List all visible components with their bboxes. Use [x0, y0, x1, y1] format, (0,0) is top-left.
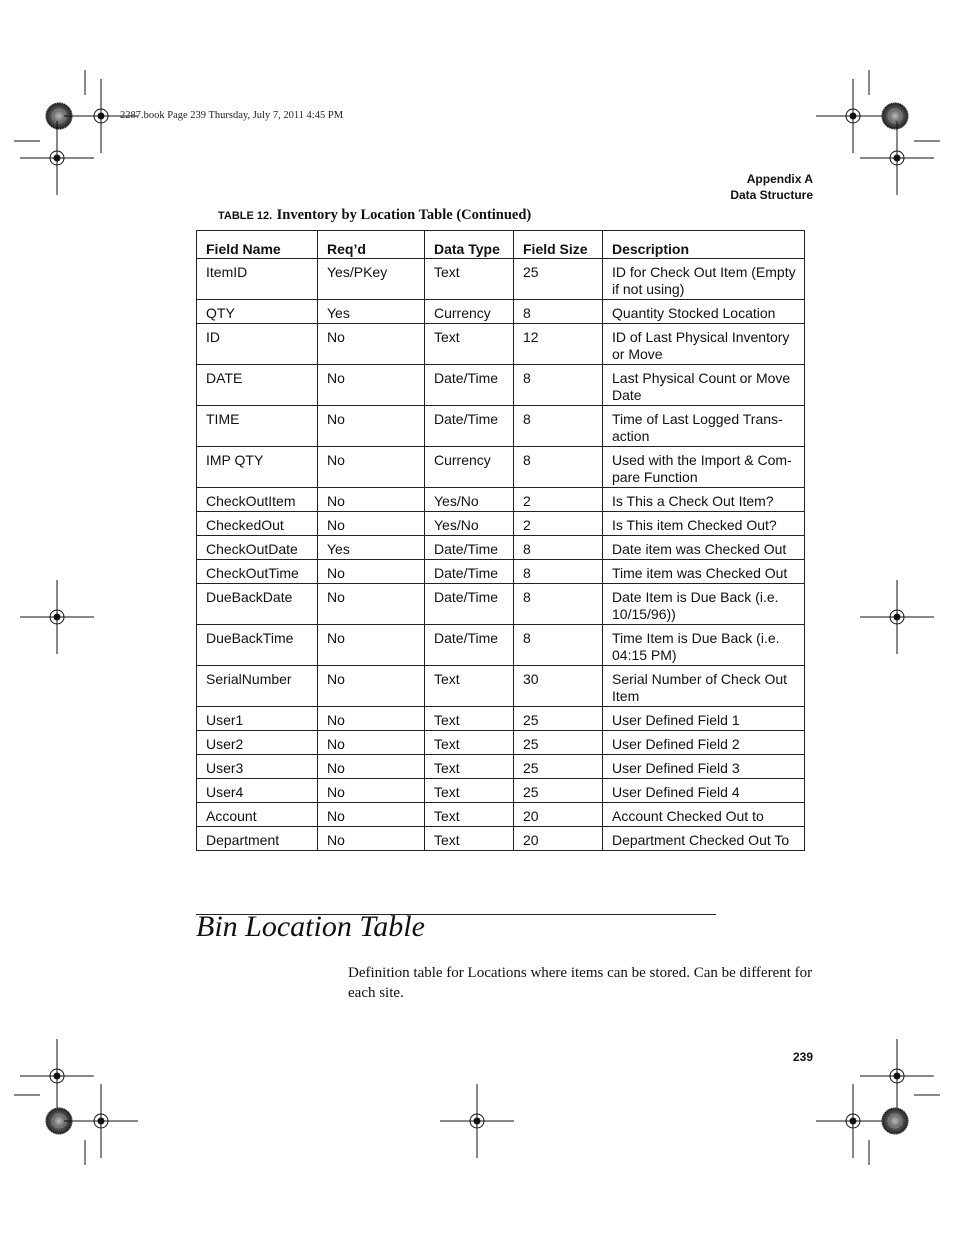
- cell-required: No: [318, 365, 425, 406]
- cell-field-size: 8: [514, 625, 603, 666]
- cell-description: Used with the Import & Com-pare Function: [603, 447, 805, 488]
- inventory-location-table: [196, 230, 805, 851]
- cell-data-type: Text: [425, 779, 514, 803]
- cell-data-type: Text: [425, 755, 514, 779]
- cell-data-type: Text: [425, 259, 514, 300]
- cell-field-name: ID: [197, 324, 318, 365]
- table-row: [197, 803, 805, 827]
- cell-field-name: IMP QTY: [197, 447, 318, 488]
- cell-field-size: 25: [514, 731, 603, 755]
- cell-field-size: 25: [514, 707, 603, 731]
- column-header: Field Name: [197, 231, 318, 259]
- cell-data-type: Text: [425, 666, 514, 707]
- running-head-section: Data Structure: [730, 188, 813, 202]
- cell-field-name: Account: [197, 803, 318, 827]
- cell-description: User Defined Field 4: [603, 779, 805, 803]
- column-header: Data Type: [425, 231, 514, 259]
- table-row: [197, 300, 805, 324]
- cell-required: No: [318, 827, 425, 851]
- table-row: [197, 560, 805, 584]
- table-row: [197, 406, 805, 447]
- cell-required: No: [318, 560, 425, 584]
- cell-field-name: DueBackTime: [197, 625, 318, 666]
- cell-field-size: 25: [514, 259, 603, 300]
- cell-description: Time Item is Due Back (i.e. 04:15 PM): [603, 625, 805, 666]
- cell-data-type: Currency: [425, 447, 514, 488]
- cell-field-name: ItemID: [197, 259, 318, 300]
- cell-data-type: Date/Time: [425, 536, 514, 560]
- table-row: [197, 827, 805, 851]
- cell-description: Is This item Checked Out?: [603, 512, 805, 536]
- cell-field-name: CheckedOut: [197, 512, 318, 536]
- cell-required: No: [318, 406, 425, 447]
- cell-field-size: 8: [514, 584, 603, 625]
- cell-description: ID for Check Out Item (Empty if not using): [603, 259, 805, 300]
- table-row: [197, 259, 805, 300]
- cell-required: No: [318, 447, 425, 488]
- running-head: [730, 171, 813, 203]
- column-header: Field Size: [514, 231, 603, 259]
- cell-description: User Defined Field 1: [603, 707, 805, 731]
- table-caption-title: Inventory by Location Table (Continued): [276, 207, 532, 223]
- table-row: [197, 447, 805, 488]
- cell-data-type: Text: [425, 803, 514, 827]
- cell-description: Quantity Stocked Location: [603, 300, 805, 324]
- cell-data-type: Text: [425, 324, 514, 365]
- cell-description: Account Checked Out to: [603, 803, 805, 827]
- table-row: [197, 707, 805, 731]
- cell-description: User Defined Field 3: [603, 755, 805, 779]
- cell-required: No: [318, 779, 425, 803]
- cell-field-name: User3: [197, 755, 318, 779]
- table-row: [197, 512, 805, 536]
- cell-field-size: 20: [514, 803, 603, 827]
- cell-data-type: Date/Time: [425, 560, 514, 584]
- cell-data-type: Yes/No: [425, 512, 514, 536]
- cell-required: No: [318, 324, 425, 365]
- cell-field-name: CheckOutDate: [197, 536, 318, 560]
- cell-data-type: Date/Time: [425, 625, 514, 666]
- cell-description: Last Physical Count or Move Date: [603, 365, 805, 406]
- cell-field-name: SerialNumber: [197, 666, 318, 707]
- cell-description: Time item was Checked Out: [603, 560, 805, 584]
- cell-required: No: [318, 731, 425, 755]
- cell-field-size: 25: [514, 755, 603, 779]
- cell-required: No: [318, 512, 425, 536]
- cell-data-type: Date/Time: [425, 365, 514, 406]
- cell-field-name: QTY: [197, 300, 318, 324]
- cell-field-size: 8: [514, 365, 603, 406]
- cell-description: Date Item is Due Back (i.e. 10/15/96)): [603, 584, 805, 625]
- cell-field-size: 2: [514, 512, 603, 536]
- cell-field-size: 25: [514, 779, 603, 803]
- cell-field-size: 30: [514, 666, 603, 707]
- cell-data-type: Text: [425, 731, 514, 755]
- cell-field-size: 2: [514, 488, 603, 512]
- table-caption: [218, 206, 531, 224]
- cell-required: No: [318, 755, 425, 779]
- table-row: [197, 365, 805, 406]
- cell-required: No: [318, 666, 425, 707]
- section-title: Bin Location Table: [196, 910, 425, 943]
- cell-data-type: Yes/No: [425, 488, 514, 512]
- cell-description: Is This a Check Out Item?: [603, 488, 805, 512]
- cell-data-type: Currency: [425, 300, 514, 324]
- column-header: Description: [603, 231, 805, 259]
- table-row: [197, 779, 805, 803]
- cell-description: ID of Last Physical Inventory or Move: [603, 324, 805, 365]
- cell-field-size: 20: [514, 827, 603, 851]
- cell-required: No: [318, 584, 425, 625]
- table-row: [197, 488, 805, 512]
- cell-description: Time of Last Logged Trans-action: [603, 406, 805, 447]
- cell-required: No: [318, 803, 425, 827]
- table-row: [197, 666, 805, 707]
- table-row: [197, 625, 805, 666]
- cell-field-size: 8: [514, 447, 603, 488]
- table-row: [197, 324, 805, 365]
- cell-field-name: CheckOutItem: [197, 488, 318, 512]
- cell-field-name: CheckOutTime: [197, 560, 318, 584]
- table-row: [197, 584, 805, 625]
- cell-field-name: DATE: [197, 365, 318, 406]
- cell-data-type: Text: [425, 707, 514, 731]
- cell-data-type: Text: [425, 827, 514, 851]
- cell-field-size: 8: [514, 536, 603, 560]
- table-caption-label: TABLE 12.: [218, 210, 273, 222]
- cell-description: User Defined Field 2: [603, 731, 805, 755]
- running-head-chapter: Appendix A: [746, 172, 813, 186]
- cell-data-type: Date/Time: [425, 584, 514, 625]
- cell-required: No: [318, 488, 425, 512]
- cell-required: Yes/PKey: [318, 259, 425, 300]
- cell-field-name: User2: [197, 731, 318, 755]
- column-header: Req’d: [318, 231, 425, 259]
- cell-required: No: [318, 707, 425, 731]
- cell-field-name: User4: [197, 779, 318, 803]
- cell-data-type: Date/Time: [425, 406, 514, 447]
- cell-field-size: 8: [514, 406, 603, 447]
- cell-field-size: 12: [514, 324, 603, 365]
- book-slug: 2287.book Page 239 Thursday, July 7, 2011 4:45 PM: [120, 110, 344, 121]
- cell-field-name: User1: [197, 707, 318, 731]
- cell-field-name: TIME: [197, 406, 318, 447]
- table-header-row: [197, 231, 805, 259]
- cell-field-size: 8: [514, 300, 603, 324]
- cell-description: Serial Number of Check Out Item: [603, 666, 805, 707]
- cell-description: Department Checked Out To: [603, 827, 805, 851]
- cell-description: Date item was Checked Out: [603, 536, 805, 560]
- cell-field-name: Department: [197, 827, 318, 851]
- section-body: Definition table for Locations where items can be stored. Can be different for each site.: [348, 965, 813, 1001]
- table-row: [197, 731, 805, 755]
- table-row: [197, 755, 805, 779]
- cell-field-name: DueBackDate: [197, 584, 318, 625]
- cell-field-size: 8: [514, 560, 603, 584]
- table-row: [197, 536, 805, 560]
- page-number: 239: [792, 1050, 813, 1064]
- cell-required: No: [318, 625, 425, 666]
- cell-required: Yes: [318, 536, 425, 560]
- cell-required: Yes: [318, 300, 425, 324]
